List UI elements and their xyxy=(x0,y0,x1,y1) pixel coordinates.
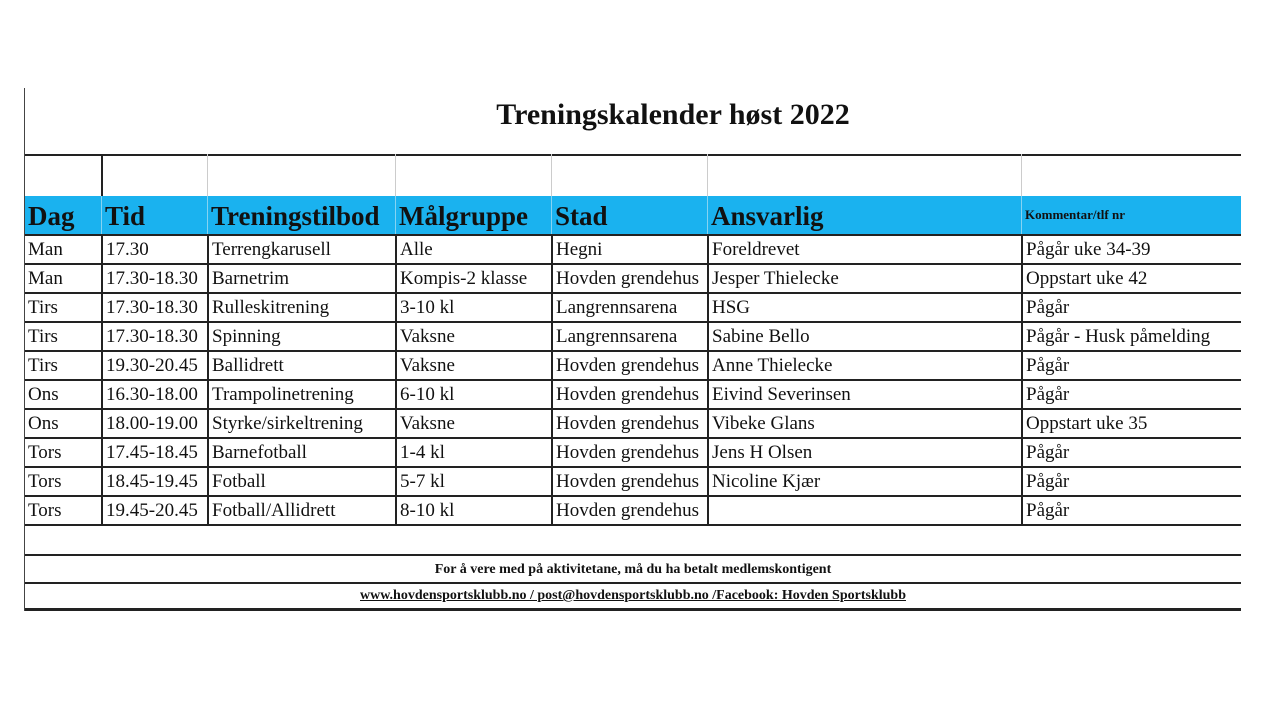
cell-malgruppe: 6-10 kl xyxy=(395,381,551,408)
cell-treningstilbod: Terrengkarusell xyxy=(207,236,395,263)
spacer-cell xyxy=(25,154,101,198)
cell-kommentar: Pågår xyxy=(1021,439,1241,466)
cell-tid: 19.30-20.45 xyxy=(101,352,207,379)
cell-treningstilbod: Barnetrim xyxy=(207,265,395,292)
cell-kommentar: Pågår xyxy=(1021,294,1241,321)
cell-treningstilbod: Fotball xyxy=(207,468,395,495)
cell-tid: 18.00-19.00 xyxy=(101,410,207,437)
cell-treningstilbod: Fotball/Allidrett xyxy=(207,497,395,524)
cell-malgruppe: 8-10 kl xyxy=(395,497,551,524)
cell-dag: Tors xyxy=(28,442,62,463)
cell-dag: Man xyxy=(28,268,63,289)
cell-dag: Ons xyxy=(28,384,59,405)
cell-ansvarlig xyxy=(707,497,1021,524)
cell-tid: 17.30 xyxy=(101,236,207,263)
page-title: Treningskalender høst 2022 xyxy=(496,98,850,131)
cell-stad: Hovden grendehus xyxy=(551,410,707,437)
cell-stad: Hovden grendehus xyxy=(551,468,707,495)
cell-dag: Tors xyxy=(28,471,62,492)
cell-tid: 18.45-19.45 xyxy=(101,468,207,495)
cell-kommentar: Oppstart uke 35 xyxy=(1021,410,1241,437)
cell-tid: 17.30-18.30 xyxy=(101,265,207,292)
cell-tid: 17.30-18.30 xyxy=(101,323,207,350)
cell-dag: Tirs xyxy=(28,297,58,318)
cell-stad: Langrennsarena xyxy=(551,294,707,321)
cell-kommentar: Pågår xyxy=(1021,381,1241,408)
header-tid: Tid xyxy=(105,201,146,231)
cell-kommentar: Pågår xyxy=(1021,468,1241,495)
cell-tid: 17.45-18.45 xyxy=(101,439,207,466)
cell-malgruppe: Vaksne xyxy=(395,323,551,350)
membership-note: For å vere med på aktivitetane, må du ha betalt medlemskontigent xyxy=(25,556,1241,584)
table-row xyxy=(25,497,1241,526)
cell-treningstilbod: Barnefotball xyxy=(207,439,395,466)
spacer-row xyxy=(25,154,1241,196)
contact-links[interactable]: www.hovdensportsklubb.no / post@hovdensportsklubb.no /Facebook: Hovden Sportsklubb xyxy=(25,584,1241,611)
spacer-cell xyxy=(395,154,552,196)
cell-stad: Hovden grendehus xyxy=(551,439,707,466)
table-row xyxy=(25,381,1241,410)
cell-dag: Ons xyxy=(28,413,59,434)
cell-kommentar: Pågår xyxy=(1021,352,1241,379)
cell-malgruppe: Vaksne xyxy=(395,352,551,379)
table-row xyxy=(25,439,1241,468)
cell-treningstilbod: Styrke/sirkeltrening xyxy=(207,410,395,437)
spacer-cell xyxy=(101,154,209,196)
cell-stad: Hovden grendehus xyxy=(551,352,707,379)
cell-malgruppe: Vaksne xyxy=(395,410,551,437)
cell-malgruppe: Kompis-2 klasse xyxy=(395,265,551,292)
table-row xyxy=(25,468,1241,497)
cell-kommentar: Pågår - Husk påmelding xyxy=(1021,323,1241,350)
cell-dag: Man xyxy=(28,239,63,260)
cell-malgruppe: 3-10 kl xyxy=(395,294,551,321)
cell-dag: Tors xyxy=(28,500,62,521)
cell-stad: Hovden grendehus xyxy=(551,381,707,408)
header-treningstilbod: Treningstilbod xyxy=(211,201,380,231)
spacer-cell xyxy=(207,154,396,196)
cell-dag: Tirs xyxy=(28,355,58,376)
cell-treningstilbod: Rulleskitrening xyxy=(207,294,395,321)
header-stad: Stad xyxy=(555,201,608,231)
spacer-cell xyxy=(1021,154,1242,196)
header-ansvarlig: Ansvarlig xyxy=(711,201,824,231)
cell-treningstilbod: Ballidrett xyxy=(207,352,395,379)
spacer-cell xyxy=(551,154,708,196)
cell-ansvarlig: Vibeke Glans xyxy=(707,410,1021,437)
cell-tid: 16.30-18.00 xyxy=(101,381,207,408)
header-malgruppe: Målgruppe xyxy=(399,201,529,231)
header-dag: Dag xyxy=(28,201,75,231)
cell-stad: Hovden grendehus xyxy=(551,497,707,524)
spacer-cell xyxy=(707,154,1022,196)
title-row xyxy=(25,88,1241,156)
cell-ansvarlig: Eivind Severinsen xyxy=(707,381,1021,408)
cell-ansvarlig: Jesper Thielecke xyxy=(707,265,1021,292)
cell-malgruppe: Alle xyxy=(395,236,551,263)
cell-tid: 17.30-18.30 xyxy=(101,294,207,321)
header-kommentar: Kommentar/tlf nr xyxy=(1025,207,1126,222)
cell-ansvarlig: Anne Thielecke xyxy=(707,352,1021,379)
cell-stad: Langrennsarena xyxy=(551,323,707,350)
table-row xyxy=(25,265,1241,294)
cell-ansvarlig: Sabine Bello xyxy=(707,323,1021,350)
cell-stad: Hovden grendehus xyxy=(551,265,707,292)
cell-stad: Hegni xyxy=(551,236,707,263)
cell-malgruppe: 1-4 kl xyxy=(395,439,551,466)
cell-ansvarlig: Jens H Olsen xyxy=(707,439,1021,466)
calendar-sheet xyxy=(24,88,1240,611)
cell-kommentar: Pågår xyxy=(1021,497,1241,524)
table-row xyxy=(25,323,1241,352)
table-row xyxy=(25,410,1241,439)
cell-kommentar: Pågår uke 34-39 xyxy=(1021,236,1241,263)
cell-ansvarlig: HSG xyxy=(707,294,1021,321)
cell-ansvarlig: Nicoline Kjær xyxy=(707,468,1021,495)
cell-tid: 19.45-20.45 xyxy=(101,497,207,524)
cell-treningstilbod: Trampolinetrening xyxy=(207,381,395,408)
table-row xyxy=(25,294,1241,323)
cell-kommentar: Oppstart uke 42 xyxy=(1021,265,1241,292)
cell-dag: Tirs xyxy=(28,326,58,347)
table-row xyxy=(25,236,1241,265)
cell-ansvarlig: Foreldrevet xyxy=(707,236,1021,263)
empty-row xyxy=(25,528,1241,556)
cell-treningstilbod: Spinning xyxy=(207,323,395,350)
table-header xyxy=(25,196,1241,236)
cell-malgruppe: 5-7 kl xyxy=(395,468,551,495)
table-row xyxy=(25,352,1241,381)
